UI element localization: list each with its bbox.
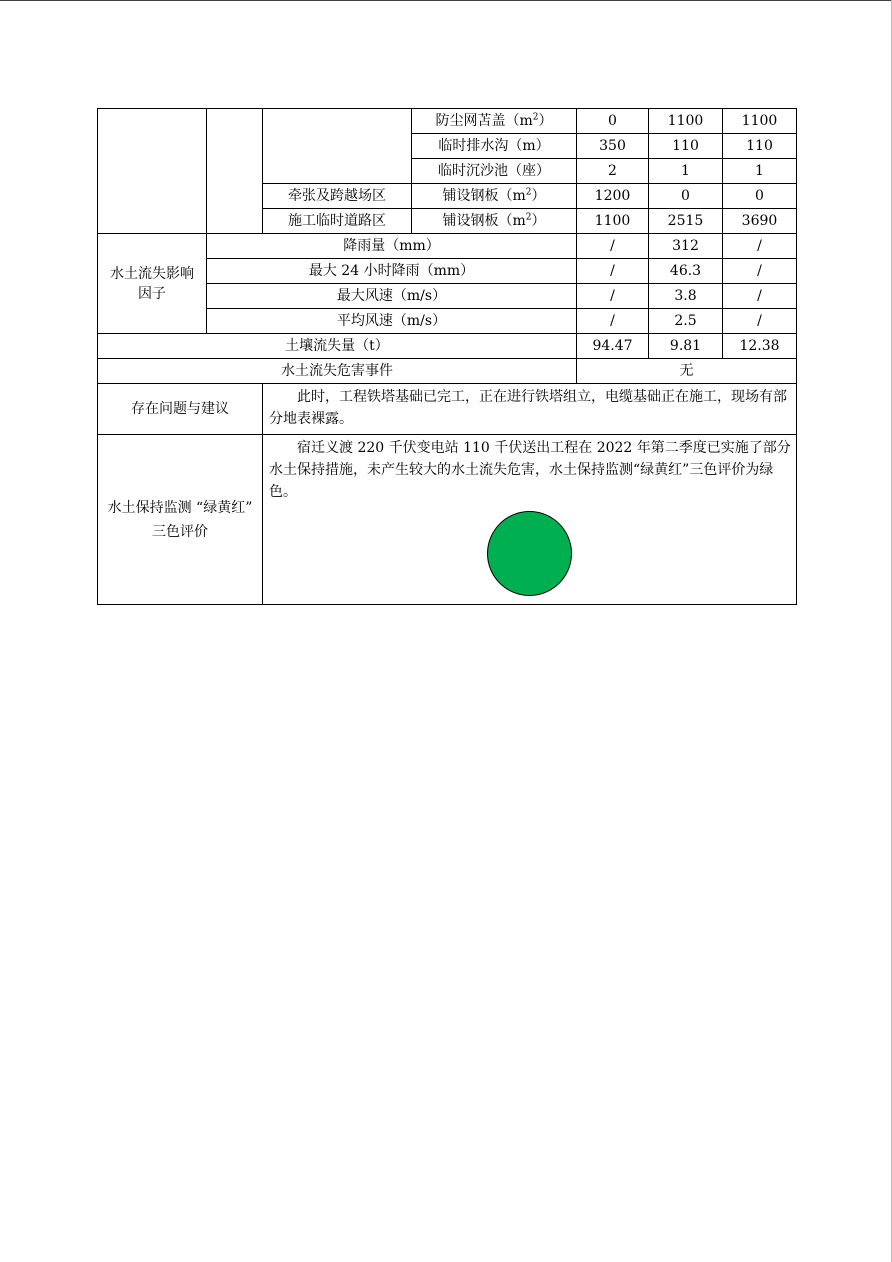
value-cell: 350 [577, 134, 649, 159]
green-circle-indicator [487, 511, 572, 596]
value-cell: 0 [649, 184, 723, 209]
blank-cell [207, 109, 263, 234]
value-cell: / [723, 234, 797, 259]
measure-cell: 临时沉沙池（座） [412, 159, 577, 184]
table-row [98, 334, 797, 359]
value-cell: / [577, 284, 649, 309]
value-cell: 1 [649, 159, 723, 184]
value-cell: 110 [649, 134, 723, 159]
factor-name: 最大 24 小时降雨（mm） [207, 259, 577, 284]
issues-label: 存在问题与建议 [98, 384, 263, 435]
value-cell: 1100 [649, 109, 723, 134]
value-cell: 9.81 [649, 334, 723, 359]
value-cell: 1 [723, 159, 797, 184]
value-cell: / [723, 284, 797, 309]
blank-cell [263, 109, 412, 184]
measure-cell: 铺设钢板$(m^2)$ [412, 184, 577, 209]
value-cell: 1100 [723, 109, 797, 134]
area-cell: 牵张及跨越场区 [263, 184, 412, 209]
table-row [98, 384, 797, 435]
value-cell: / [577, 309, 649, 334]
hazard-value: 无 [577, 359, 797, 384]
value-cell: / [577, 259, 649, 284]
measure-cell: 临时排水沟（m） [412, 134, 577, 159]
value-cell: 110 [723, 134, 797, 159]
value-cell: 1100 [577, 209, 649, 234]
value-cell: 94.47 [577, 334, 649, 359]
value-cell: 46.3 [649, 259, 723, 284]
value-cell: 0 [723, 184, 797, 209]
value-cell: 0 [577, 109, 649, 134]
value-cell: 2 [577, 159, 649, 184]
value-cell: 2515 [649, 209, 723, 234]
monitoring-table [97, 108, 797, 605]
value-cell: 312 [649, 234, 723, 259]
page-top-border [0, 0, 892, 1]
table-row [98, 109, 797, 134]
value-cell: 2.5 [649, 309, 723, 334]
table-row [98, 234, 797, 259]
measure-cell: 防尘网苫盖$(m^2)$ [412, 109, 577, 134]
factor-name: 平均风速（m/s） [207, 309, 577, 334]
soil-loss-label: 土壤流失量（t） [98, 334, 577, 359]
value-cell: / [723, 259, 797, 284]
value-cell: / [723, 309, 797, 334]
evaluation-cell [263, 435, 797, 605]
issues-text: 此时，工程铁塔基础已完工，正在进行铁塔组立，电缆基础正在施工，现场有部分地表裸露。 [263, 384, 797, 435]
factor-name: 降雨量（mm） [207, 234, 577, 259]
evaluation-text: 宿迁义渡 220 千伏变电站 110 千伏送出工程在 2022 年第二季度已实施了部分水土保持措施，未产生较大的水土流失危害，水土保持监测“绿黄红”三色评价为绿色。 [269, 440, 791, 500]
area-cell: 施工临时道路区 [263, 209, 412, 234]
measure-cell: 铺设钢板$(m^2)$ [412, 209, 577, 234]
value-cell: / [577, 234, 649, 259]
value-cell: 1200 [577, 184, 649, 209]
value-cell: 3690 [723, 209, 797, 234]
table-row [98, 435, 797, 605]
table-row [98, 359, 797, 384]
hazard-label: 水土流失危害事件 [98, 359, 577, 384]
value-cell: 3.8 [649, 284, 723, 309]
blank-cell [98, 109, 207, 234]
factor-name: 最大风速（m/s） [207, 284, 577, 309]
factors-label: 水土流失影响因子 [98, 234, 207, 334]
value-cell: 12.38 [723, 334, 797, 359]
evaluation-label: 水土保持监测 “绿黄红” 三色评价 [98, 435, 263, 605]
